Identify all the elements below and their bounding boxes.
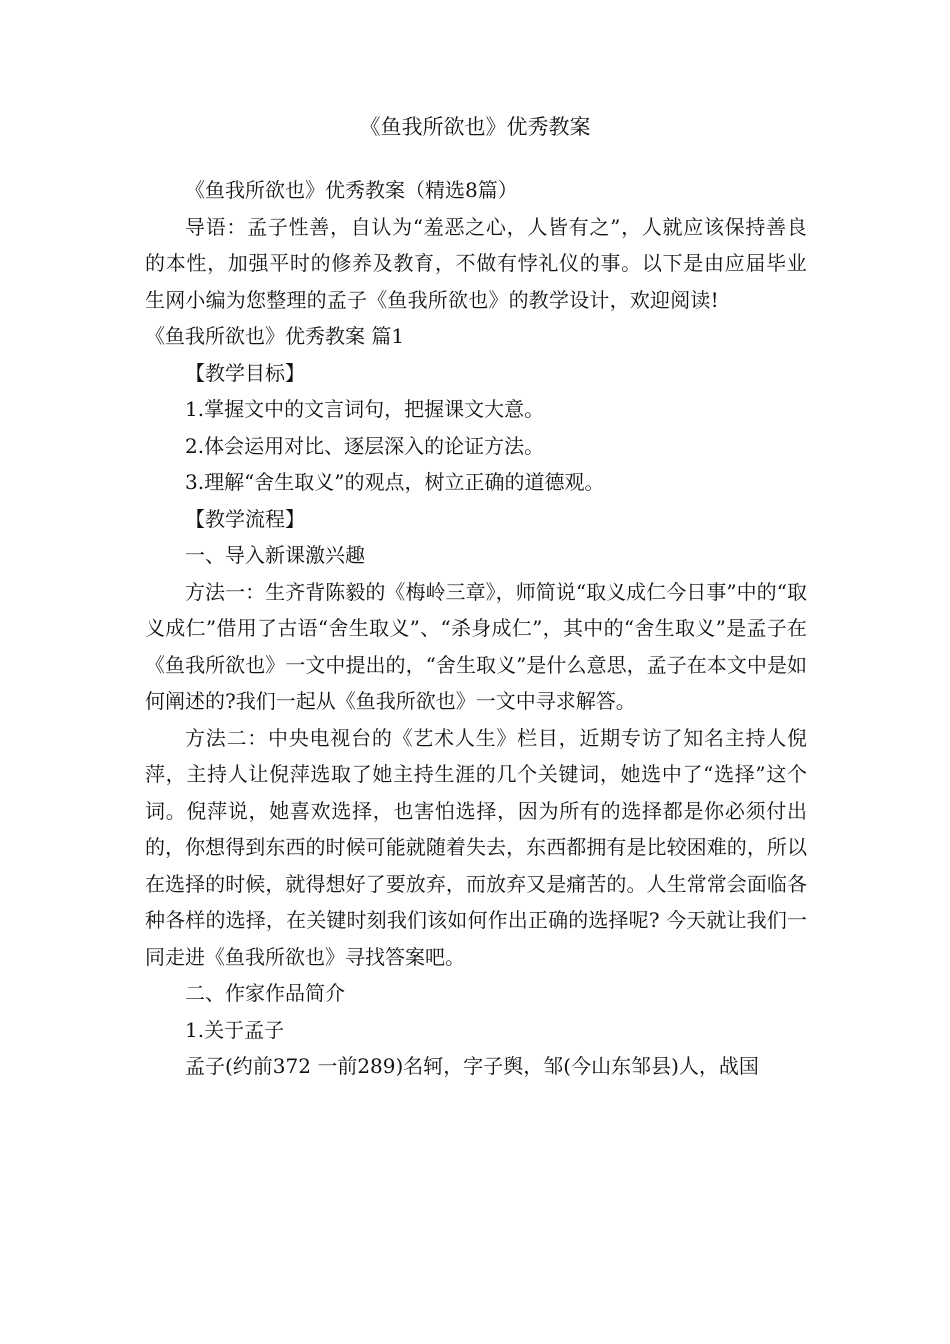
document-title: 《鱼我所欲也》优秀教案 [359, 115, 591, 139]
process-step-1: 一、导入新课激兴趣 [185, 543, 365, 567]
about-mencius-heading: 1.关于孟子 [185, 1017, 285, 1042]
mencius-bio-paragraph: 孟子(约前372 一前289)名轲，字子舆，邹(今山东邹县)人，战国 [185, 1054, 759, 1078]
goal-item-1: 1.掌握文中的文言词句，把握课文大意。 [185, 397, 545, 421]
method-two-paragraph: 方法二：中央电视台的《艺术人生》栏目，近期专访了知名主持人倪萍，主持人让倪萍选取了她主持生涯的几个关键词，她选中了“选择”这个词。倪萍说，她喜欢选择，也害怕选择，因为所有的选择都是你必须付出的，你想得到东西的时候可能就随着失去，东西都拥有是比较困难的，所以在选择的时候，就得想好了要放弃，而放弃又是痛苦的。人生常常会面临各种各样的选择，在关键时刻我们该如何作出正确的选择呢? 今天就让我们一同走进《鱼我所欲也》寻找答案吧。 [145, 725, 807, 969]
intro-paragraph: 导语：孟子性善，自认为“羞恶之心，人皆有之”，人就应该保持善良的本性，加强平时的修养及教育，不做有悖礼仪的事。以下是由应届毕业生网小编为您整理的孟子《鱼我所欲也》的教学设计，欢迎阅读! [145, 214, 807, 312]
method-one-paragraph: 方法一：生齐背陈毅的《梅岭三章》，师简说“取义成仁今日事”中的“取义成仁”借用了古语“舍生取义”、“杀身成仁”，其中的“舍生取义”是孟子在《鱼我所欲也》一文中提出的，“舍生取义”是什么意思，孟子在本文中是如何阐述的?我们一起从《鱼我所欲也》一文中寻求解答。 [145, 579, 807, 713]
process-step-2: 二、作家作品简介 [185, 981, 345, 1005]
goal-item-3: 3.理解“舍生取义”的观点，树立正确的道德观。 [185, 470, 605, 494]
subtitle-paragraph: 《鱼我所欲也》优秀教案（精选8篇） [185, 178, 518, 202]
teaching-process-heading: 【教学流程】 [185, 506, 305, 531]
teaching-goals-heading: 【教学目标】 [185, 360, 305, 385]
document-body [145, 172, 807, 1085]
section-heading: 《鱼我所欲也》优秀教案 篇1 [145, 324, 405, 348]
goal-item-2: 2.体会运用对比、逐层深入的论证方法。 [185, 433, 545, 458]
